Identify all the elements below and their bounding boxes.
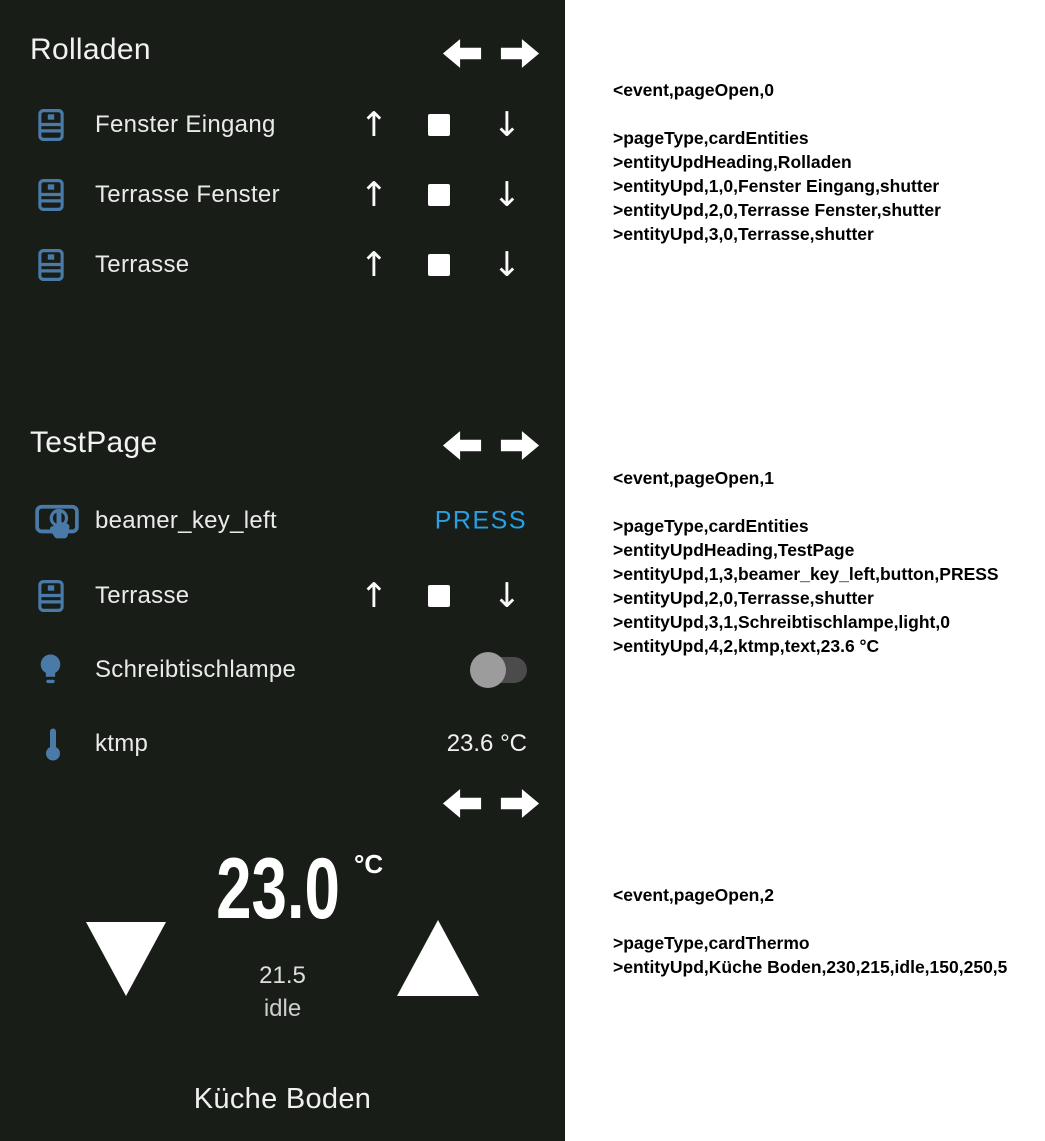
entity-row	[0, 230, 565, 300]
protocol-line: <event,pageOpen,2	[613, 885, 774, 905]
protocol-line	[613, 907, 1007, 931]
protocol-line: >pageType,cardThermo	[613, 933, 810, 953]
entity-row	[0, 561, 565, 631]
shutter-stop-button[interactable]	[428, 114, 450, 136]
right-arrow-icon	[499, 787, 541, 820]
shutter-stop-button[interactable]	[428, 184, 450, 206]
protocol-line: >entityUpd,4,2,ktmp,text,23.6 °C	[613, 636, 880, 656]
temperature-unit: °C	[354, 849, 384, 879]
thermometer-icon	[45, 727, 61, 761]
nav-next-button[interactable]	[499, 787, 541, 820]
protocol-line: >pageType,cardEntities	[613, 128, 809, 148]
sensor-value: 23.6 °C	[446, 730, 527, 757]
entity-row	[0, 90, 565, 160]
nav-prev-button[interactable]	[441, 787, 483, 820]
entity-label: Terrasse	[95, 582, 190, 609]
target-temperature: 21.5	[259, 962, 306, 989]
lightbulb-icon	[38, 654, 63, 687]
hvac-state: idle	[263, 995, 302, 1022]
shutter-stop-button[interactable]	[428, 585, 450, 607]
protocol-line: <event,pageOpen,1	[613, 468, 774, 488]
shutter-up-button[interactable]: ↑	[359, 105, 389, 145]
entity-label: Fenster Eingang	[95, 111, 276, 138]
toggle-knob	[470, 652, 506, 688]
entity-label: beamer_key_left	[95, 507, 277, 534]
window-shutter-icon	[38, 109, 64, 141]
entity-row	[0, 635, 565, 705]
protocol-block-pageopen-2	[613, 883, 1007, 979]
shutter-up-button[interactable]: ↑	[359, 245, 389, 285]
nav-next-button[interactable]	[499, 429, 541, 462]
protocol-line: >entityUpd,3,1,Schreibtischlampe,light,0	[613, 612, 950, 632]
entity-row	[0, 486, 565, 556]
window-shutter-icon	[38, 249, 64, 281]
window-shutter-icon	[38, 179, 64, 211]
protocol-line: <event,pageOpen,0	[613, 80, 774, 100]
protocol-line: >entityUpd,1,0,Fenster Eingang,shutter	[613, 176, 940, 196]
entity-label: Terrasse	[95, 251, 190, 278]
gesture-tap-button-icon	[35, 502, 79, 540]
shutter-stop-button[interactable]	[428, 254, 450, 276]
right-arrow-icon	[499, 429, 541, 462]
protocol-line	[613, 490, 999, 514]
light-toggle-switch[interactable]	[473, 657, 527, 683]
thermostat-name: Küche Boden	[193, 1083, 372, 1115]
page-title: TestPage	[30, 426, 158, 459]
shutter-down-button[interactable]: ↓	[492, 175, 522, 215]
protocol-block-pageopen-1	[613, 466, 999, 658]
entity-label: ktmp	[95, 730, 149, 757]
page-title: Rolladen	[30, 33, 151, 66]
protocol-line: >entityUpd,Küche Boden,230,215,idle,150,250,5	[613, 957, 1008, 977]
press-button[interactable]: PRESS	[434, 506, 527, 535]
right-arrow-icon	[499, 37, 541, 70]
entity-label: Terrasse Fenster	[95, 181, 280, 208]
nav-prev-button[interactable]	[441, 429, 483, 462]
entity-row	[0, 160, 565, 230]
shutter-down-button[interactable]: ↓	[492, 245, 522, 285]
protocol-line: >entityUpd,1,3,beamer_key_left,button,PRESS	[613, 564, 999, 584]
window-shutter-icon	[38, 580, 64, 612]
protocol-line	[613, 102, 941, 126]
left-arrow-icon	[441, 429, 483, 462]
protocol-line: >entityUpd,2,0,Terrasse,shutter	[613, 588, 874, 608]
protocol-line: >entityUpdHeading,TestPage	[613, 540, 855, 560]
nav-next-button[interactable]	[499, 37, 541, 70]
protocol-line: >pageType,cardEntities	[613, 516, 809, 536]
protocol-line: >entityUpdHeading,Rolladen	[613, 152, 852, 172]
left-arrow-icon	[441, 37, 483, 70]
entity-label: Schreibtischlampe	[95, 656, 297, 683]
entity-row	[0, 709, 565, 779]
nav-prev-button[interactable]	[441, 37, 483, 70]
shutter-down-button[interactable]: ↓	[492, 576, 522, 616]
shutter-down-button[interactable]: ↓	[492, 105, 522, 145]
shutter-up-button[interactable]: ↑	[359, 576, 389, 616]
left-arrow-icon	[441, 787, 483, 820]
protocol-line: >entityUpd,2,0,Terrasse Fenster,shutter	[613, 200, 941, 220]
shutter-up-button[interactable]: ↑	[359, 175, 389, 215]
protocol-block-pageopen-0	[613, 78, 941, 246]
current-temperature: 23.0	[216, 841, 340, 937]
protocol-line: >entityUpd,3,0,Terrasse,shutter	[613, 224, 874, 244]
